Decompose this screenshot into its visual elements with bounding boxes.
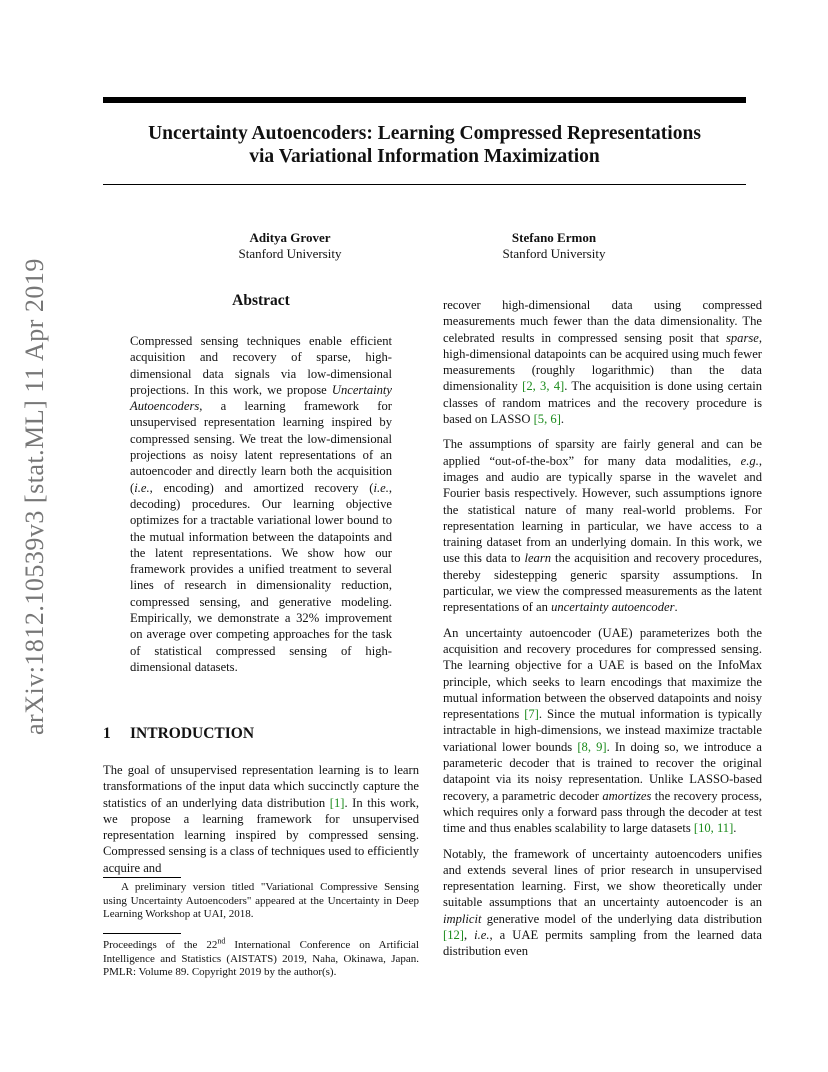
abstract-span: , encoding) and amortized recovery (: [149, 480, 374, 495]
text-span: An uncertainty autoencoder (UAE) parameterizes both the acquisition and recovery procedures for compressed sensing. The learning objective for a UAE is based on the InfoMax principle, which seeks to learn encodings that maximize the mutual information between the observed datapoints and noisy representations: [443, 625, 762, 722]
footnote-sup: nd: [217, 936, 226, 946]
footnote-rule: [103, 933, 181, 934]
abstract-emph: i.e.: [373, 480, 389, 495]
text-span: .: [733, 821, 737, 836]
intro-span: The goal of unsupervised representation learning is to learn transformations of the input data which succinctly capture the statistics of an underlying data distribution: [103, 763, 419, 810]
footnote-span: International Conference on Artificial Intelligence and Statistics (AISTATS) 2019, Naha, Okinawa, Japan. PMLR: Volume 89. Copyright 2019 by the author(s).: [103, 939, 419, 978]
citation-link[interactable]: [10, 11]: [693, 821, 734, 836]
author-name: Stefano Ermon: [511, 230, 597, 245]
right-paragraph-2: [443, 436, 762, 615]
text-span: . Since the mutual information is typically intractable in high-dimensions, we instead maximize tractable variational lower bounds: [443, 707, 762, 754]
right-paragraph-4: [443, 846, 762, 960]
citation-link[interactable]: [1]: [329, 795, 345, 810]
text-emph: e.g.: [740, 453, 759, 468]
text-span: . In doing so, we introduce a parameteric decoder that is trained to recover the original datapoint via its noisy representation. Unlike LASSO-based recovery, a parametric decoder: [443, 739, 762, 803]
citation-link[interactable]: [7]: [524, 707, 539, 722]
text-span: the acquisition and recovery procedures, thereby sidestepping generic sparsity assumptions. In particular, we view the compressed measurements as the latent representations of an: [443, 551, 762, 615]
text-span: generative model of the underlying data distribution: [481, 911, 762, 926]
text-span: ,: [463, 927, 475, 942]
abstract-span: , decoding) procedures. Our learning objective optimizes for a tractable variational lower bound to the mutual information between the datapoints and the latent representations. We show how our framework provides a unified treatment to several lines of research in dimensionality reduction, compressed sensing, and generative modeling. Empirically, we demonstrate a 32% improvement on average over competing approaches for the task of statistical compressed sensing of high-dimensional datasets.: [130, 480, 392, 674]
text-emph: learn: [524, 551, 552, 566]
title-line-1: Uncertainty Autoencoders: Learning Compressed Representations: [148, 123, 701, 144]
footnote-rule: [103, 877, 181, 878]
right-column: [443, 297, 762, 969]
citation-link[interactable]: [8, 9]: [577, 739, 607, 754]
text-span: recover high-dimensional data using compressed measurements much fewer than the data dimensionality. The celebrated results in compressed sensing posit that: [443, 298, 762, 345]
abstract-emph: i.e.: [134, 480, 150, 495]
right-paragraph-1: [443, 297, 762, 427]
citation-link[interactable]: [12]: [443, 927, 464, 942]
text-span: .: [560, 412, 565, 427]
title-bottom-rule: [103, 184, 746, 185]
text-emph: amortizes: [602, 788, 652, 803]
text-span: .: [674, 600, 678, 615]
text-span: , images and audio are typically sparse in the wavelet and Fourier basis respectively. However, such assumptions ignore the statistical nature of many real-world problems. For representation learning in particular, we have access to a training dataset from an underlying domain. In this work, we use this data to: [443, 453, 762, 566]
abstract-emph: Uncertainty Autoencoders: [130, 382, 392, 414]
abstract-heading: Abstract: [232, 292, 290, 309]
section-number: 1: [103, 725, 111, 742]
author-block-1: [180, 230, 400, 262]
footnote-proceedings: [103, 936, 419, 980]
section-title: INTRODUCTION: [130, 725, 255, 742]
text-span: The assumptions of sparsity are fairly general and can be applied “out-of-the-box” for many data modalities,: [443, 437, 762, 468]
text-emph: uncertainty autoencoder: [551, 600, 675, 615]
text-span: , a UAE permits sampling from the learned data distribution even: [443, 927, 763, 959]
text-emph: sparse: [725, 330, 759, 345]
author-affiliation: Stanford University: [502, 246, 606, 261]
text-span: , high-dimensional datapoints can be acquired using much fewer measurements (roughly logarithmic) than the data dimensionality: [443, 330, 762, 394]
abstract-text: [130, 333, 392, 675]
arxiv-stamp: arXiv:1812.10539v3 [stat.ML] 11 Apr 2019: [20, 258, 49, 735]
title-top-rule: [103, 97, 746, 103]
author-block-2: [444, 230, 664, 262]
text-emph: implicit: [443, 911, 482, 926]
abstract-span: Compressed sensing techniques enable efficient acquisition and recovery of sparse, high-dimensional data signals via low-dimensional projections. In this work, we propose: [130, 334, 392, 397]
citation-link[interactable]: [5, 6]: [533, 412, 561, 427]
text-span: the recovery process, which requires only a forward pass through the decoder at test time and thus enables scalability to large datasets: [443, 788, 762, 836]
author-name: Aditya Grover: [249, 230, 331, 245]
intro-span: . In this work, we propose a learning framework for unsupervised representation learning inspired by compressed sensing. Compressed sensing is a class of techniques used to efficiently acquire and: [103, 795, 419, 875]
citation-link[interactable]: [2, 3, 4]: [522, 379, 565, 394]
paper-title: [103, 122, 746, 168]
abstract-span: , a learning framework for unsupervised representation learning inspired by compressed sensing. We treat the low-dimensional projections as noisy latent representations of an autoencoder and directly learn both the acquisition (: [130, 399, 392, 495]
footnote-span: Proceedings of the 22: [103, 939, 218, 951]
title-line-2: via Variational Information Maximization: [249, 146, 600, 167]
author-affiliation: Stanford University: [238, 246, 342, 261]
intro-paragraph: [103, 762, 419, 876]
text-emph: i.e.: [474, 927, 490, 942]
footnote-preliminary: A preliminary version titled "Variational Compressive Sensing using Uncertainty Autoencoders" appeared at the Uncertainty in Deep Learning Workshop at UAI, 2018.: [103, 881, 419, 920]
text-span: . The acquisition is done using certain classes of random matrices and the recovery procedure is based on LASSO: [443, 379, 762, 427]
text-span: Notably, the framework of uncertainty autoencoders unifies and extends several lines of prior research in unsupervised representation learning. First, we show theoretically under suitable assumptions that an uncertainty autoencoder is an: [443, 846, 762, 910]
section-heading: [103, 725, 254, 743]
right-paragraph-3: [443, 625, 762, 837]
